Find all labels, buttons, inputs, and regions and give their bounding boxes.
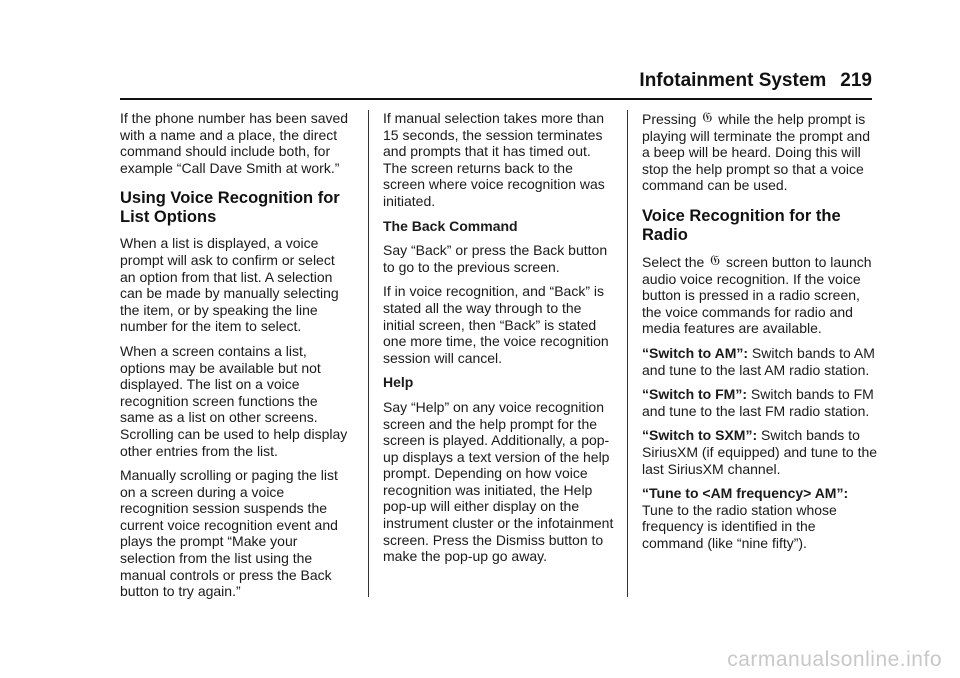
section-heading-radio: Voice Recognition for the Radio xyxy=(642,206,841,244)
column-3 xyxy=(642,110,878,559)
paragraph: Say “Help” on any voice recognition screen and the help prompt for the screen is played. Additionally, a pop-up displays a text version of the help prompt. Depending on how voice recognition was initiated, the Help pop-up will either display on the instrument cluster or the infotainment screen. Press the Dismiss button to make the pop-up go away. xyxy=(383,398,614,565)
paragraph: If in voice recognition, and “Back” is stated all the way through to the initial screen, then “Back” is stated one more time, the voice recognition session will cancel. xyxy=(383,283,609,366)
paragraph: When a list is displayed, a voice prompt will ask to confirm or select an option from that list. A selection can be made by manually selecting the item, or by speaking the line number for the item to select. xyxy=(120,235,339,335)
paragraph: If manual selection takes more than 15 seconds, the session terminates and prompts that it has timed out. The screen returns back to the screen where voice recognition was initiated. xyxy=(383,110,605,209)
section-heading-list-options: Using Voice Recognition for List Options xyxy=(120,189,340,227)
command-label: “Switch to AM”: xyxy=(642,344,749,361)
column-2 xyxy=(383,110,615,573)
page-header xyxy=(639,70,872,92)
command-item: “Switch to AM”: Switch bands to AM and tune to the last AM radio station. xyxy=(642,344,875,378)
paragraph: If the phone number has been saved with a name and a place, the direct command should include both, for example “Call Dave Smith at work.” xyxy=(120,110,349,176)
section-title: Infotainment System xyxy=(639,70,827,91)
subheading-help: Help xyxy=(383,374,414,391)
column-divider-1 xyxy=(368,110,369,597)
command-item: “Switch to SXM”: Switch bands to SiriusXM (if equipped) and tune to the last SiriusXM channel. xyxy=(642,427,878,477)
column-divider-2 xyxy=(627,110,628,597)
command-label: “Switch to SXM”: xyxy=(642,427,758,444)
command-item: “Tune to <AM frequency> AM”: Tune to the radio station whose frequency is identified in the command (like “nine fifty”). xyxy=(642,485,849,551)
header-rule xyxy=(120,98,872,100)
paragraph: Select the 𝔊 screen button to launch audio voice recognition. If the voice button is pressed in a radio screen, the voice commands for radio and media features are available. xyxy=(642,251,872,337)
paragraph: Pressing 𝔊 while the help prompt is playing will terminate the prompt and a beep will be heard. Doing this will stop the help prompt so that a voice command can be used. xyxy=(642,109,871,194)
column-1 xyxy=(120,110,352,608)
command-item: “Switch to FM”: Switch bands to FM and tune to the last FM radio station. xyxy=(642,386,874,419)
page-number: 219 xyxy=(840,70,872,91)
paragraph: Say “Back” or press the Back button to go to the previous screen. xyxy=(383,242,608,275)
voice-recognition-icon: 𝔊 xyxy=(710,251,721,268)
voice-recognition-icon: 𝔊 xyxy=(702,109,713,125)
paragraph: Manually scrolling or paging the list on a screen during a voice recognition session suspends the current voice recognition event and plays the prompt “Make your selection from the list using the manual controls or press the Back button to try again.” xyxy=(120,467,338,600)
paragraph: When a screen contains a list, options may be available but not displayed. The list on a voice recognition screen functions the same as a list on other screens. Scrolling can be used to help display other entries from the list. xyxy=(120,342,348,459)
watermark: carmanualsonline.info xyxy=(727,648,942,671)
command-label: “Tune to <AM frequency> AM”: xyxy=(642,485,849,502)
command-label: “Switch to FM”: xyxy=(642,386,747,403)
subheading-back-command: The Back Command xyxy=(383,217,518,234)
